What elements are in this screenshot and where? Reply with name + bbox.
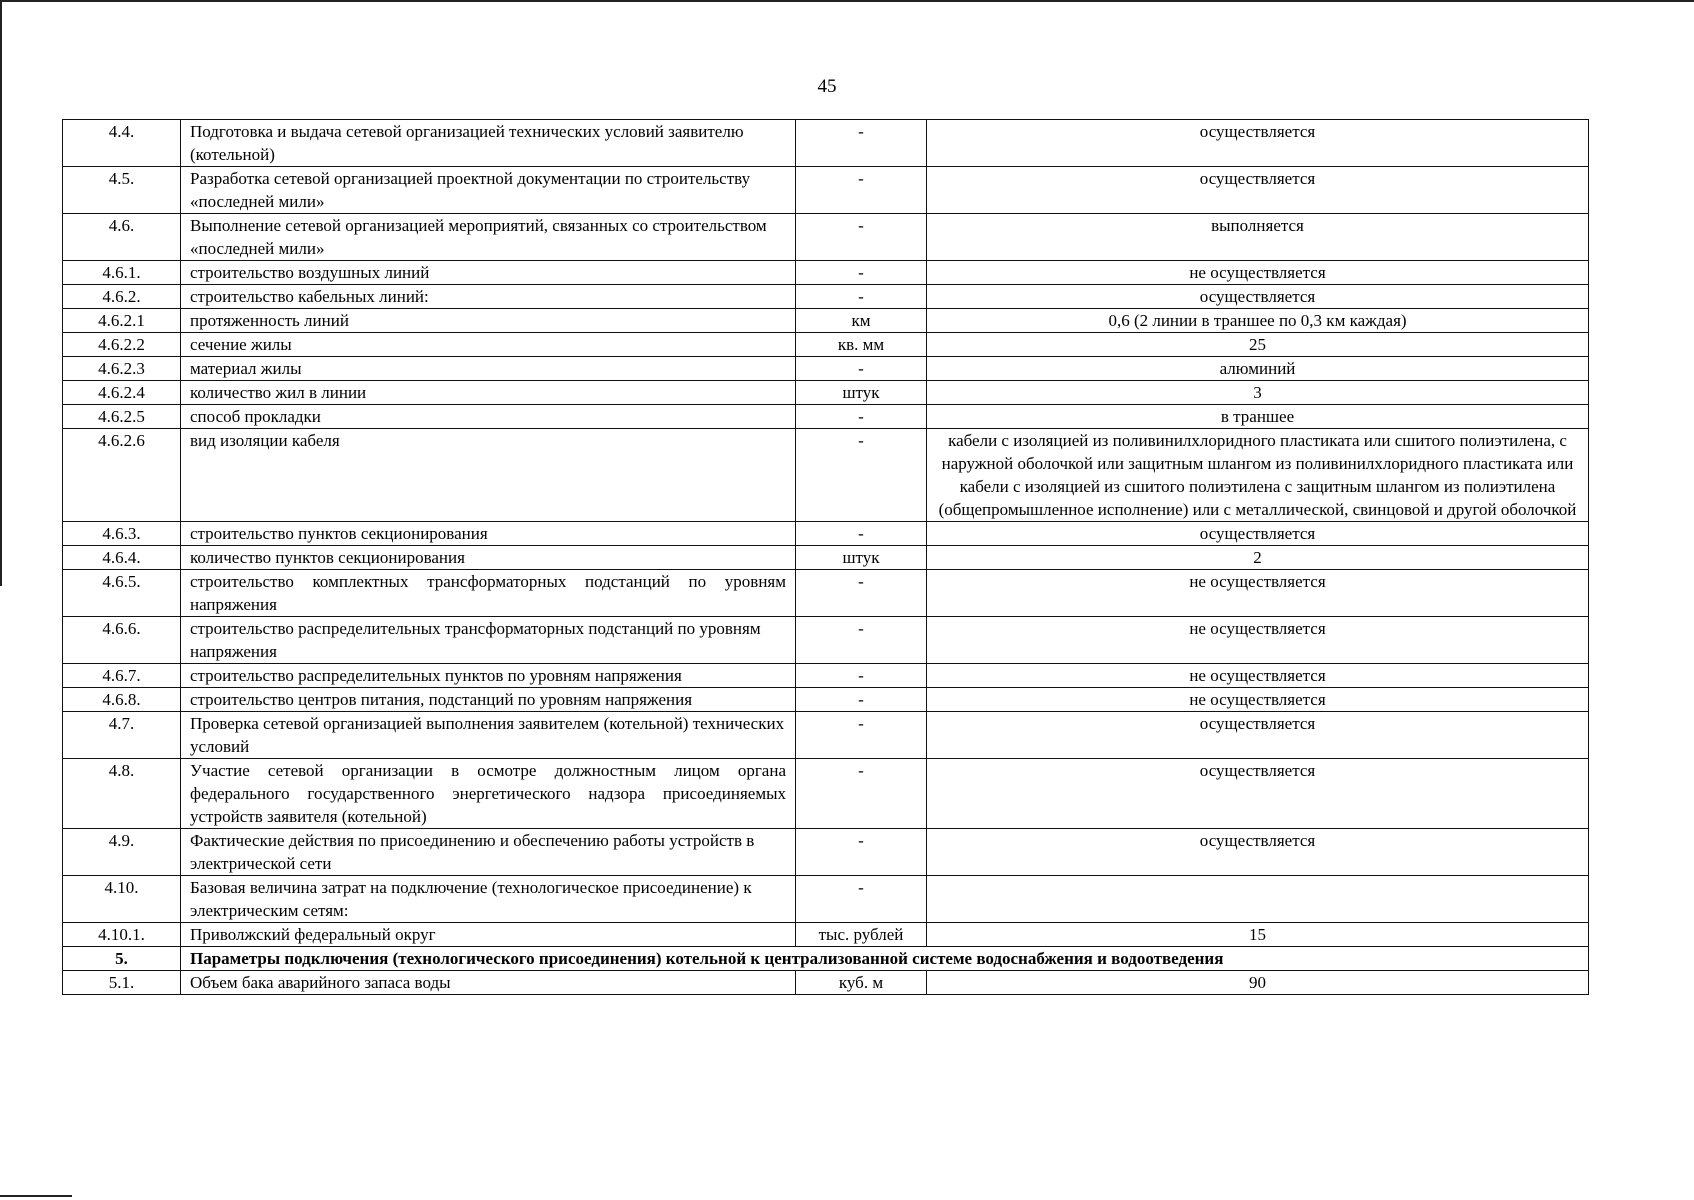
row-parameter: количество жил в линии bbox=[181, 381, 796, 405]
table-row bbox=[63, 120, 1589, 167]
page-number: 45 bbox=[817, 76, 837, 97]
row-unit: - bbox=[796, 876, 927, 923]
table-row bbox=[63, 381, 1589, 405]
row-value: осуществляется bbox=[927, 167, 1589, 214]
row-unit: куб. м bbox=[796, 971, 927, 995]
row-parameter: строительство распределительных трансформаторных подстанций по уровням напряжения bbox=[181, 617, 796, 664]
row-parameter: Фактические действия по присоединению и обеспечению работы устройств в электрической сети bbox=[181, 829, 796, 876]
table-row bbox=[63, 522, 1589, 546]
row-unit: кв. мм bbox=[796, 333, 927, 357]
row-value: алюминий bbox=[927, 357, 1589, 381]
table-row bbox=[63, 405, 1589, 429]
row-value: 90 bbox=[927, 971, 1589, 995]
row-value: осуществляется bbox=[927, 285, 1589, 309]
section-header-row bbox=[63, 947, 1589, 971]
table-row bbox=[63, 357, 1589, 381]
row-number: 4.10.1. bbox=[63, 923, 181, 947]
row-value: не осуществляется bbox=[927, 570, 1589, 617]
row-number: 4.6.2.5 bbox=[63, 405, 181, 429]
row-value: 15 bbox=[927, 923, 1589, 947]
row-unit: - bbox=[796, 214, 927, 261]
row-unit: - bbox=[796, 712, 927, 759]
row-value: осуществляется bbox=[927, 829, 1589, 876]
row-number: 4.7. bbox=[63, 712, 181, 759]
table-row bbox=[63, 429, 1589, 522]
row-parameter: строительство распределительных пунктов по уровням напряжения bbox=[181, 664, 796, 688]
table-row bbox=[63, 923, 1589, 947]
section-title: Параметры подключения (технологического присоединения) котельной к централизованной системе водоснабжения и водоотведения bbox=[181, 947, 1589, 971]
row-parameter: строительство центров питания, подстанций по уровням напряжения bbox=[181, 688, 796, 712]
row-number: 4.10. bbox=[63, 876, 181, 923]
row-unit: - bbox=[796, 405, 927, 429]
row-value: 0,6 (2 линии в траншее по 0,3 км каждая) bbox=[927, 309, 1589, 333]
table-row bbox=[63, 214, 1589, 261]
row-parameter: Выполнение сетевой организацией мероприятий, связанных со строительством «последней мили» bbox=[181, 214, 796, 261]
table-row bbox=[63, 664, 1589, 688]
scan-edge-top bbox=[0, 0, 1694, 2]
row-unit: - bbox=[796, 759, 927, 829]
row-number: 4.6.6. bbox=[63, 617, 181, 664]
row-number: 4.6.2.2 bbox=[63, 333, 181, 357]
row-unit: - bbox=[796, 167, 927, 214]
row-number: 4.6.2.4 bbox=[63, 381, 181, 405]
table-row bbox=[63, 759, 1589, 829]
table-row bbox=[63, 570, 1589, 617]
row-unit: тыс. рублей bbox=[796, 923, 927, 947]
row-parameter: строительство комплектных трансформаторных подстанций по уровням напряжения bbox=[181, 570, 796, 617]
table-row bbox=[63, 688, 1589, 712]
row-number: 4.5. bbox=[63, 167, 181, 214]
table-row bbox=[63, 285, 1589, 309]
row-parameter: строительство пунктов секционирования bbox=[181, 522, 796, 546]
table-row bbox=[63, 876, 1589, 923]
row-parameter: Разработка сетевой организацией проектной документации по строительству «последней мили» bbox=[181, 167, 796, 214]
row-number: 4.4. bbox=[63, 120, 181, 167]
row-unit: - bbox=[796, 829, 927, 876]
section-number: 5. bbox=[63, 947, 181, 971]
table-row bbox=[63, 712, 1589, 759]
row-number: 4.6.2.6 bbox=[63, 429, 181, 522]
row-parameter: Базовая величина затрат на подключение (технологическое присоединение) к электрическим сетям: bbox=[181, 876, 796, 923]
row-parameter: строительство кабельных линий: bbox=[181, 285, 796, 309]
row-parameter: сечение жилы bbox=[181, 333, 796, 357]
row-value: не осуществляется bbox=[927, 688, 1589, 712]
table-row bbox=[63, 333, 1589, 357]
row-value bbox=[927, 876, 1589, 923]
row-number: 4.6.5. bbox=[63, 570, 181, 617]
parameters-table bbox=[62, 119, 1589, 995]
row-unit: - bbox=[796, 285, 927, 309]
row-value: не осуществляется bbox=[927, 261, 1589, 285]
table-row bbox=[63, 829, 1589, 876]
row-number: 4.6.8. bbox=[63, 688, 181, 712]
row-value: 3 bbox=[927, 381, 1589, 405]
row-number: 4.8. bbox=[63, 759, 181, 829]
row-parameter: строительство воздушных линий bbox=[181, 261, 796, 285]
row-unit: км bbox=[796, 309, 927, 333]
row-unit: - bbox=[796, 429, 927, 522]
row-number: 4.6.1. bbox=[63, 261, 181, 285]
row-parameter: Объем бака аварийного запаса воды bbox=[181, 971, 796, 995]
row-value: осуществляется bbox=[927, 522, 1589, 546]
row-value: не осуществляется bbox=[927, 617, 1589, 664]
row-parameter: количество пунктов секционирования bbox=[181, 546, 796, 570]
table-row bbox=[63, 261, 1589, 285]
row-number: 4.6.2.1 bbox=[63, 309, 181, 333]
row-value: 25 bbox=[927, 333, 1589, 357]
row-unit: - bbox=[796, 617, 927, 664]
row-value: 2 bbox=[927, 546, 1589, 570]
table-row bbox=[63, 971, 1589, 995]
row-number: 4.6.2. bbox=[63, 285, 181, 309]
row-parameter: Приволжский федеральный округ bbox=[181, 923, 796, 947]
row-number: 4.6.4. bbox=[63, 546, 181, 570]
row-number: 4.6.3. bbox=[63, 522, 181, 546]
row-unit: - bbox=[796, 688, 927, 712]
table-row bbox=[63, 546, 1589, 570]
row-unit: - bbox=[796, 664, 927, 688]
row-unit: штук bbox=[796, 546, 927, 570]
row-number: 4.6. bbox=[63, 214, 181, 261]
row-unit: - bbox=[796, 357, 927, 381]
row-number: 5.1. bbox=[63, 971, 181, 995]
row-parameter: материал жилы bbox=[181, 357, 796, 381]
row-parameter: протяженность линий bbox=[181, 309, 796, 333]
row-number: 4.6.2.3 bbox=[63, 357, 181, 381]
row-parameter: Подготовка и выдача сетевой организацией технических условий заявителю (котельной) bbox=[181, 120, 796, 167]
table-row bbox=[63, 309, 1589, 333]
table-row bbox=[63, 617, 1589, 664]
row-value: в траншее bbox=[927, 405, 1589, 429]
scan-edge-bottom bbox=[0, 1195, 72, 1197]
row-parameter: Участие сетевой организации в осмотре должностным лицом органа федерального государственного энергетического надзора присоединяемых устройств заявителя (котельной) bbox=[181, 759, 796, 829]
row-parameter: способ прокладки bbox=[181, 405, 796, 429]
row-value: осуществляется bbox=[927, 759, 1589, 829]
row-unit: - bbox=[796, 570, 927, 617]
table-row bbox=[63, 167, 1589, 214]
row-number: 4.6.7. bbox=[63, 664, 181, 688]
row-value: осуществляется bbox=[927, 712, 1589, 759]
row-value: осуществляется bbox=[927, 120, 1589, 167]
row-unit: - bbox=[796, 120, 927, 167]
row-unit: - bbox=[796, 261, 927, 285]
row-unit: штук bbox=[796, 381, 927, 405]
row-unit: - bbox=[796, 522, 927, 546]
row-value: не осуществляется bbox=[927, 664, 1589, 688]
row-value: кабели с изоляцией из поливинилхлоридного пластиката или сшитого полиэтилена, с наружной оболочкой или защитным шлангом из поливинилхлоридного пластиката или кабели с изоляцией из сшитого полиэтилена с защитным шлангом из полиэтилена (общепромышленное исполнение) или с металлической, свинцовой и другой оболочкой bbox=[927, 429, 1589, 522]
row-value: выполняется bbox=[927, 214, 1589, 261]
row-parameter: вид изоляции кабеля bbox=[181, 429, 796, 522]
row-number: 4.9. bbox=[63, 829, 181, 876]
row-parameter: Проверка сетевой организацией выполнения заявителем (котельной) технических условий bbox=[181, 712, 796, 759]
